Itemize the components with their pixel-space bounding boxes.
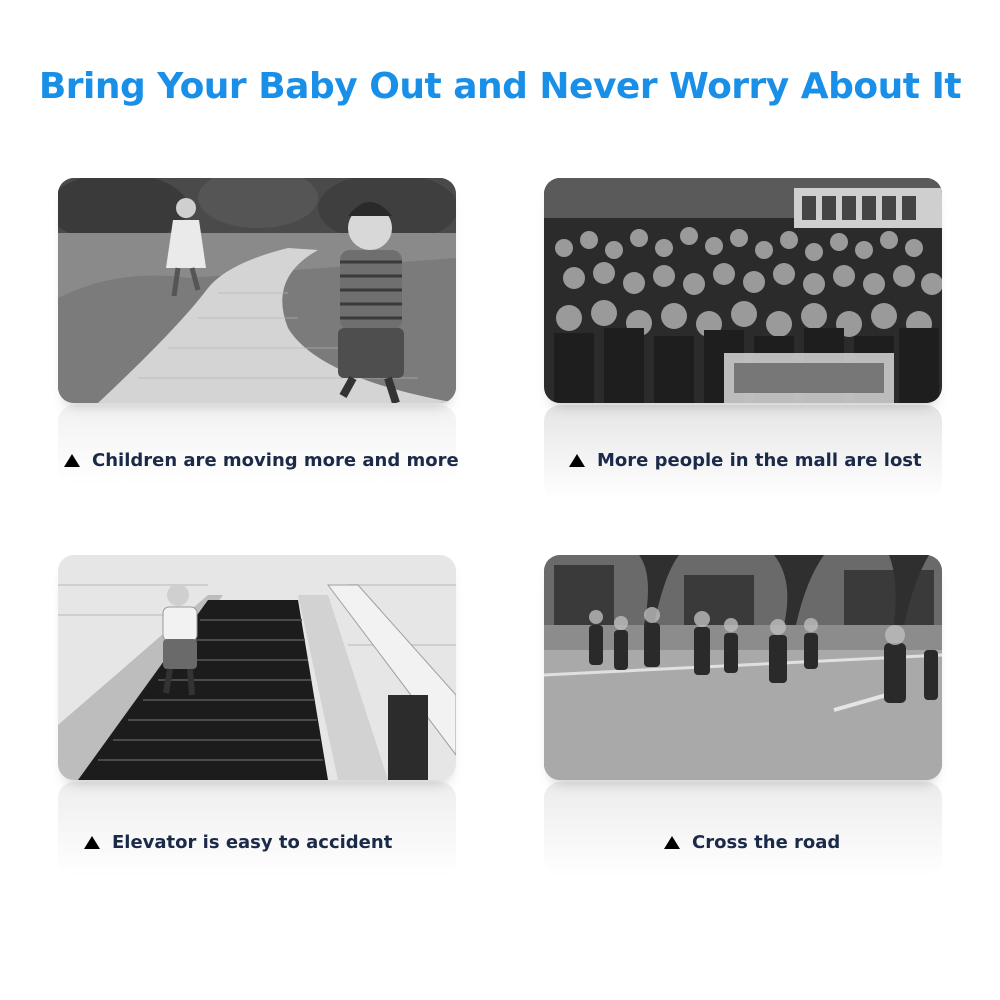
caption-text: Elevator is easy to accident [112,832,393,853]
caption-cross-road [664,832,840,853]
caption-text: Children are moving more and more [92,450,459,471]
triangle-up-icon [84,836,100,849]
photo-escalator [58,555,456,780]
photo-children-running [58,178,456,403]
caption-elevator-accident [84,832,392,853]
photo-crowded-mall [544,178,942,403]
photo-reflection [58,405,456,485]
photo-reflection [58,782,456,877]
photo-crossing-road [544,555,942,780]
caption-text: More people in the mall are lost [597,450,922,471]
caption-mall-lost [569,450,922,471]
triangle-up-icon [664,836,680,849]
caption-text: Cross the road [692,832,841,853]
triangle-up-icon [64,454,80,467]
caption-children-moving [64,450,459,471]
page-title: Bring Your Baby Out and Never Worry About It [38,66,962,107]
photo-reflection [544,782,942,877]
triangle-up-icon [569,454,585,467]
